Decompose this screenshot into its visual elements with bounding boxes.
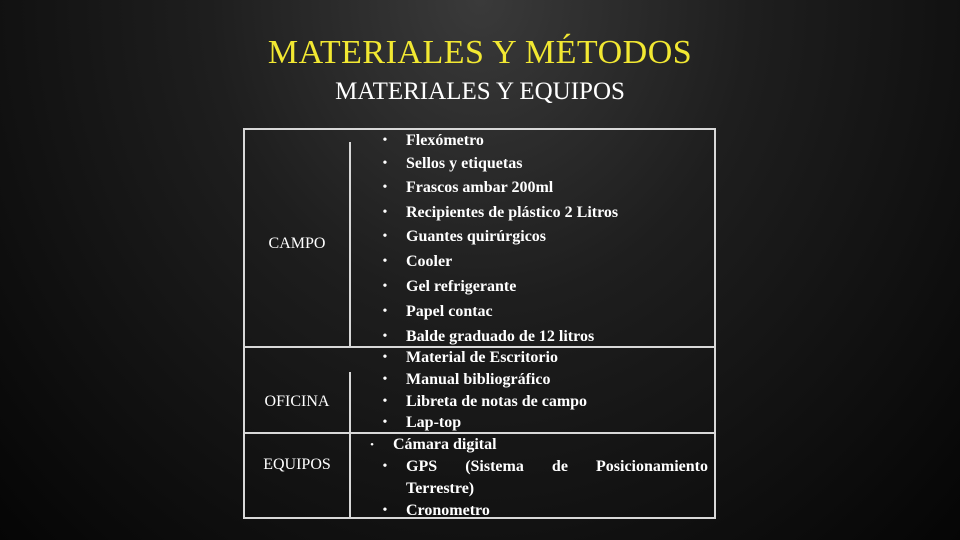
list-item: • GPS (Sistema de Posicionamiento xyxy=(351,456,714,478)
bullet-icon: • xyxy=(382,133,388,148)
bullet-icon: • xyxy=(382,394,388,409)
list-item: • Manual bibliográfico xyxy=(351,369,714,391)
list-item: • Sellos y etiquetas xyxy=(351,153,714,175)
bullet-icon: • xyxy=(382,372,388,387)
items-campo xyxy=(351,130,714,346)
category-campo: CAMPO xyxy=(245,142,351,346)
list-item: • Libreta de notas de campo xyxy=(351,391,714,413)
bullet-icon: • xyxy=(382,329,388,344)
category-oficina: OFICINA xyxy=(245,372,351,432)
list-item: • Material de Escritorio xyxy=(351,347,714,369)
bullet-icon: • xyxy=(382,180,388,195)
bullet-icon: • xyxy=(382,279,388,294)
list-item-continued: Terrestre) xyxy=(406,480,475,497)
list-item: • Flexómetro xyxy=(351,130,714,152)
bullet-icon: • xyxy=(382,503,388,518)
bullet-icon: • xyxy=(382,459,388,474)
materials-table xyxy=(243,128,716,519)
list-item: • Papel contac xyxy=(351,301,714,323)
list-item: • Lap-top xyxy=(351,412,714,434)
bullet-icon: • xyxy=(370,439,374,451)
table-row-equipos xyxy=(245,432,714,519)
list-item: • Gel refrigerante xyxy=(351,276,714,298)
list-item: • Cronometro xyxy=(351,500,714,522)
items-equipos xyxy=(351,434,714,519)
list-item: • Balde graduado de 12 litros xyxy=(351,326,714,348)
bullet-icon: • xyxy=(382,156,388,171)
bullet-icon: • xyxy=(382,229,388,244)
list-item: • Guantes quirúrgicos xyxy=(351,226,714,248)
items-oficina xyxy=(351,348,714,432)
bullet-icon: • xyxy=(382,205,388,220)
bullet-icon: • xyxy=(382,254,388,269)
bullet-icon: • xyxy=(382,415,388,430)
bullet-icon: • xyxy=(382,350,388,365)
slide-title: MATERIALES Y MÉTODOS xyxy=(267,34,693,71)
list-item: • Recipientes de plástico 2 Litros xyxy=(351,202,714,224)
slide-subtitle: MATERIALES Y EQUIPOS xyxy=(335,78,625,105)
list-item: • Frascos ambar 200ml xyxy=(351,177,714,199)
list-item: • Cooler xyxy=(351,251,714,273)
category-equipos: EQUIPOS xyxy=(245,410,351,519)
table-row-campo xyxy=(245,130,714,346)
list-item: • Cámara digital xyxy=(351,434,714,456)
bullet-icon: • xyxy=(382,304,388,319)
